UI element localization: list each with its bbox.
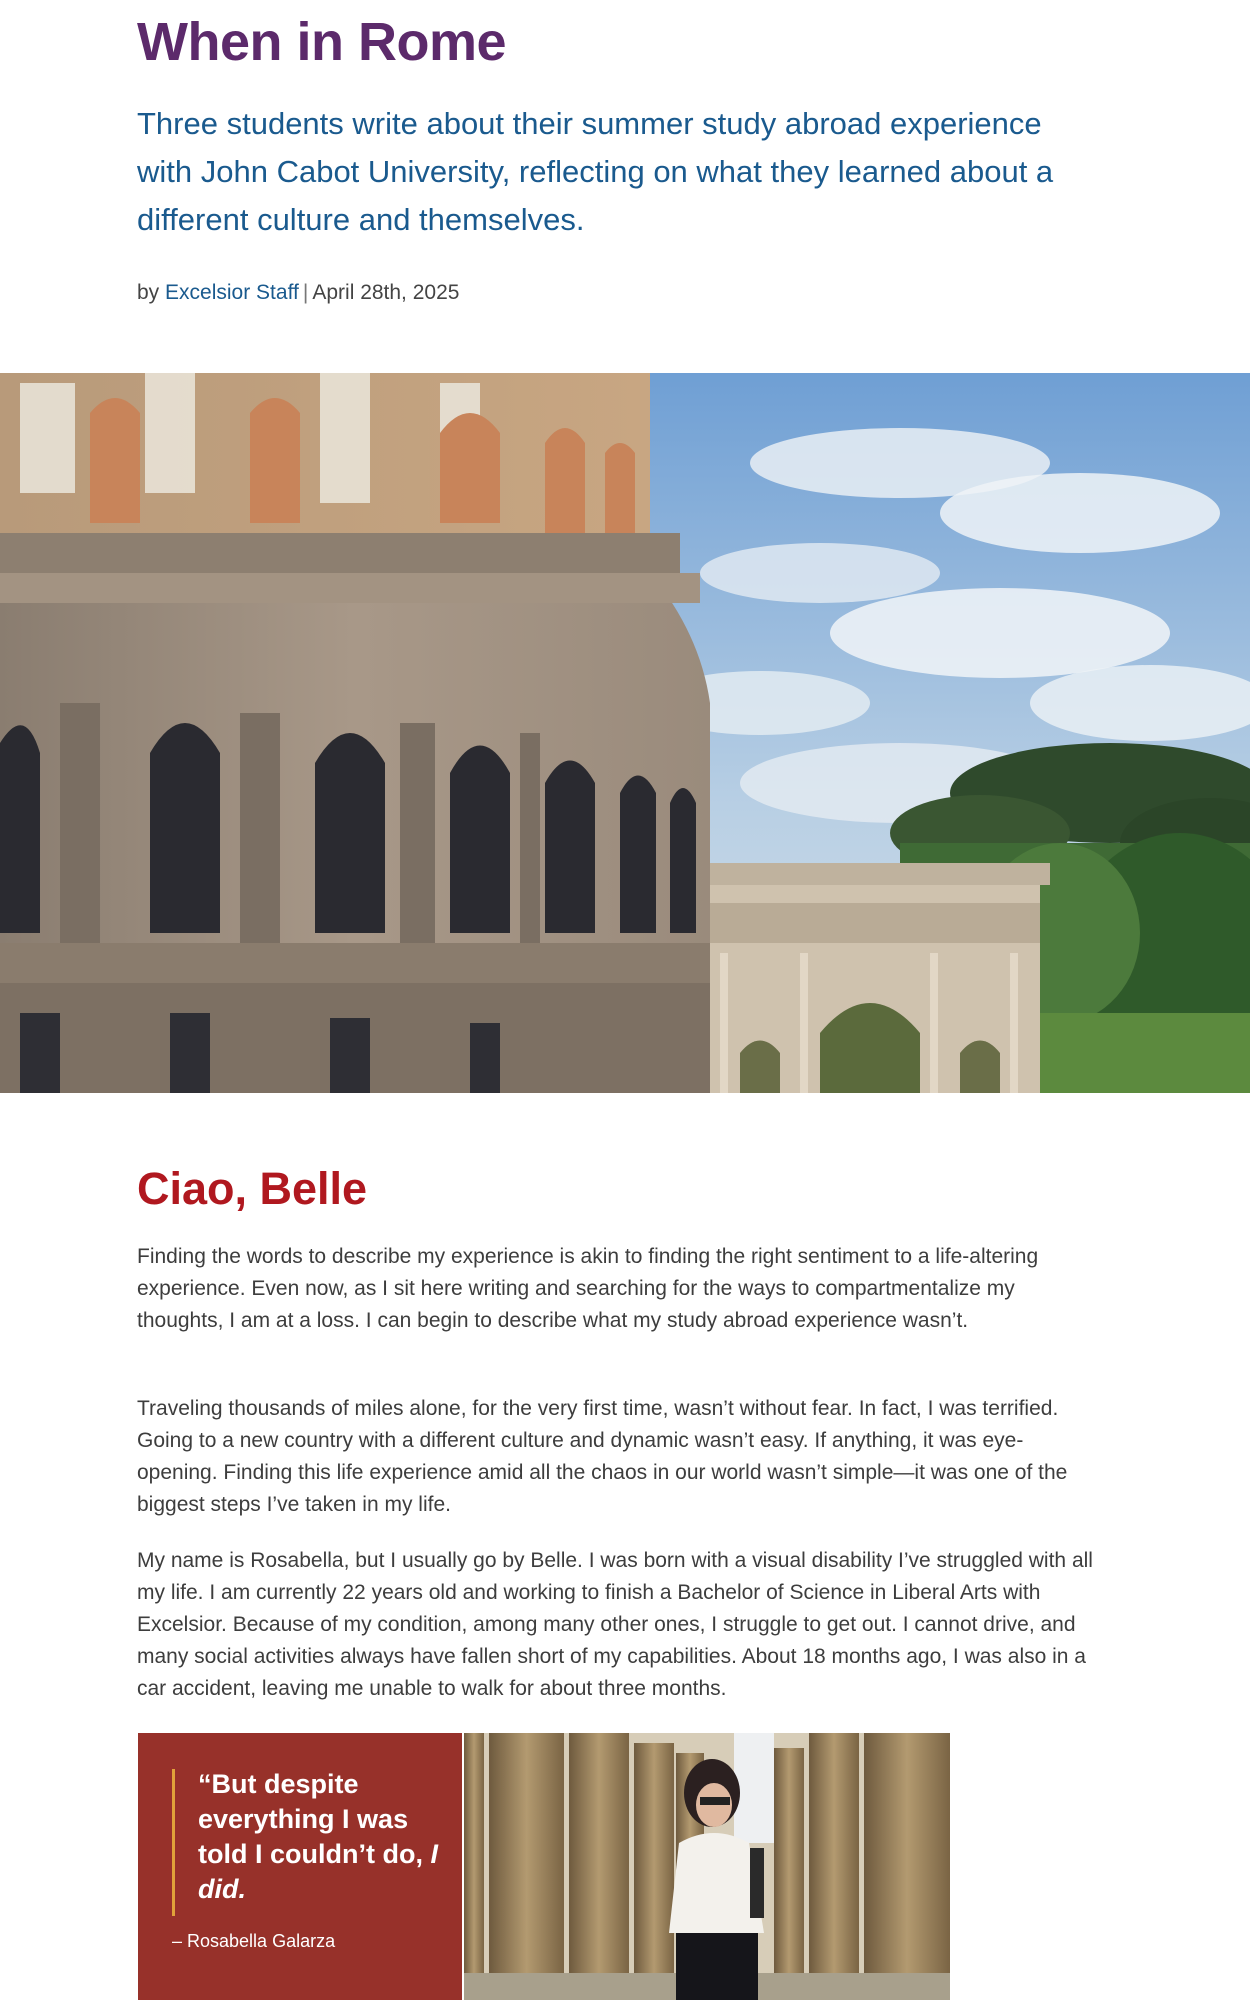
article-subtitle: Three students write about their summer study abroad experience with John Cabot University, reflecting on what they learned about a different culture and themselves. [137,106,1054,237]
paragraph-3: My name is Rosabella, but I usually go by Belle. I was born with a visual disability I’ve struggled with all my life. I am currently 22 years old and working to finish a Bachelor of Science in Liberal Arts with Excelsior. Because of my condition, among many other ones, I struggle to get out. I cannot drive, and many social activities always have fallen short of my capabilities. About 18 months ago, I was also in a car accident, leaving me unable to walk for about three months. [137,1549,1093,1700]
byline [137,278,459,308]
pullquote [138,1733,462,2000]
photo-temple-columns [464,1733,950,2000]
section-title: Ciao, Belle [137,1163,368,1214]
byline-author-link[interactable]: Excelsior Staff [165,281,299,304]
colosseum-illustration [0,373,1250,1093]
pullquote-accent-bar [172,1769,175,1916]
pullquote-author: – Rosabella Galarza [172,1931,336,1951]
byline-date: April 28th, 2025 [312,281,460,304]
temple-columns-illustration [464,1733,950,2000]
hero-image-colosseum [0,373,1250,1093]
paragraph-1: Finding the words to describe my experience is akin to finding the right sentiment to a life-altering experience. Even now, as I sit here writing and searching for the ways to compartmentalize my thoughts, I am at a loss. I can begin to describe what my study abroad experience wasn’t. [137,1245,1039,1332]
byline-prefix: by [137,281,160,304]
pullquote-text-main: “But despite everything I was told I couldn’t do, [198,1769,431,1869]
byline-separator: | [302,281,309,304]
paragraph-2: Traveling thousands of miles alone, for the very first time, wasn’t without fear. In fact, I was terrified. Going to a new country with a different culture and dynamic wasn’t easy. If anything, it was eye-opening. Finding this life experience amid all the chaos in our world wasn’t simple—it was one of the biggest steps I’ve taken in my life. [137,1397,1068,1516]
pullquote-text-emphasis: I did. [198,1839,438,1904]
pullquote-text [198,1767,438,1907]
article-title: When in Rome [137,12,506,72]
